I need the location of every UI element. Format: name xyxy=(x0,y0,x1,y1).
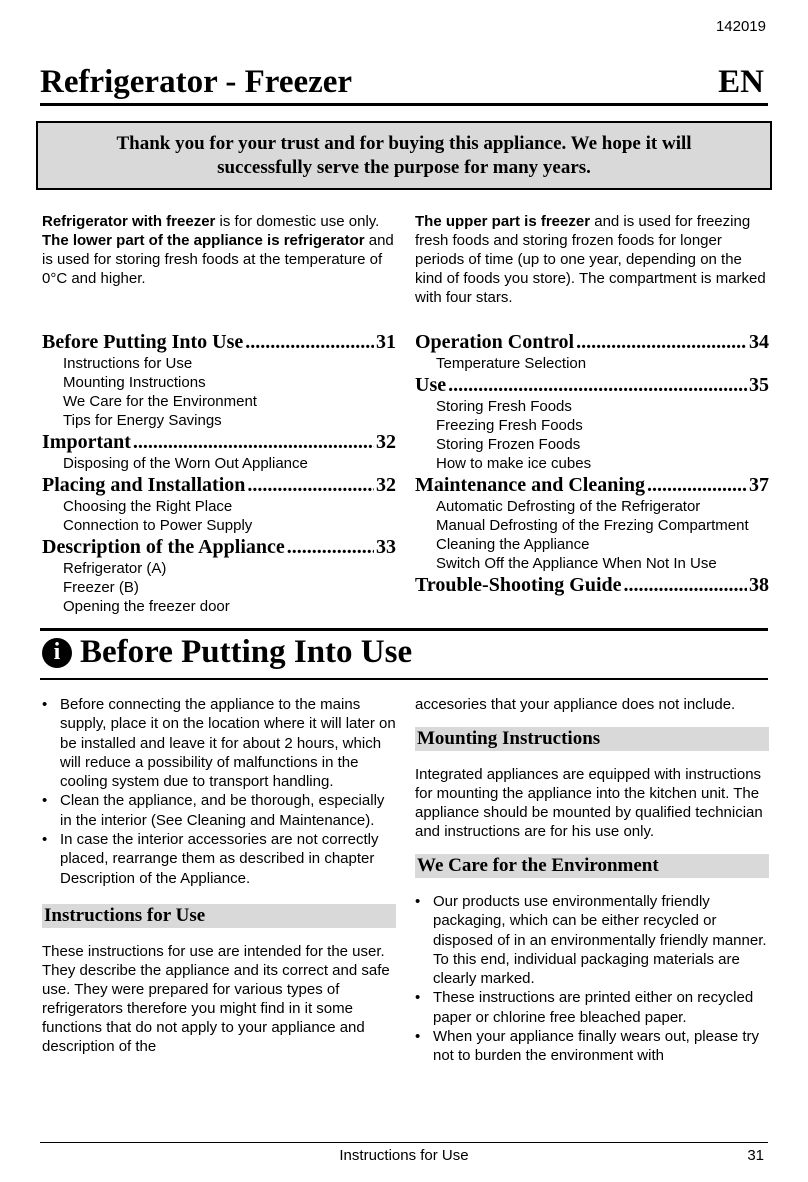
toc-subentry[interactable]: How to make ice cubes xyxy=(436,455,592,472)
bullet-item: • These instructions are printed either on recycled paper or chlorine free bleached paper. xyxy=(415,988,769,1027)
toc-subentry[interactable]: Freezing Fresh Foods xyxy=(436,417,583,434)
toc-leader-dots xyxy=(133,430,374,454)
title-bar xyxy=(40,64,768,106)
toc-entry-title: Important xyxy=(42,431,131,453)
bullet-item: • Our products use environmentally friendly packaging, which can be either recycled or disposed of in an environmentally friendly manner. To this end, individual packaging materials are clearly marked. xyxy=(415,892,769,988)
toc-subentry[interactable]: Cleaning the Appliance xyxy=(436,536,590,553)
bullet-item: • Clean the appliance, and be thorough, especially in the interior (See Cleaning and Maintenance). xyxy=(42,791,396,830)
toc-subentry[interactable]: Manual Defrosting of the Frezing Compartment xyxy=(436,517,749,534)
toc-entry-title: Before Putting Into Use xyxy=(42,331,244,353)
toc-subentry[interactable]: Opening the freezer door xyxy=(63,598,230,615)
toc-entry[interactable] xyxy=(415,373,769,397)
toc-entry[interactable] xyxy=(415,473,769,497)
footer-title: Instructions for Use xyxy=(339,1147,469,1164)
page-number: 31 xyxy=(747,1147,764,1164)
toc-entry-page: 32 xyxy=(376,431,396,453)
setup-bullet-list xyxy=(42,695,396,888)
toc-subentry[interactable]: Choosing the Right Place xyxy=(63,498,233,515)
toc-subentry[interactable]: Mounting Instructions xyxy=(63,374,206,391)
bullet-item: • In case the interior accessories are not correctly placed, rearrange them as described in chapter Description of the Appliance. xyxy=(42,830,396,888)
toc-entry-page: 31 xyxy=(376,331,396,353)
toc-entry[interactable] xyxy=(42,473,396,497)
continuation-text: accesories that your appliance does not include. xyxy=(415,696,736,713)
toc-leader-dots xyxy=(448,373,747,397)
thank-you-box xyxy=(36,121,772,190)
environment-bullet-list xyxy=(415,892,769,1066)
section-divider xyxy=(40,678,768,680)
toc-entry-title: Operation Control xyxy=(415,331,575,353)
toc-entry-title: Maintenance and Cleaning xyxy=(415,474,646,496)
body-left-column xyxy=(42,695,396,1056)
toc-leader-dots xyxy=(624,573,747,597)
toc-entry-title: Placing and Installation xyxy=(42,474,246,496)
mounting-header: Mounting Instructions xyxy=(415,727,769,751)
body-right-column xyxy=(415,695,769,1066)
intro-text: and is used for storing fresh foods at the temperature of 0°C and higher. xyxy=(42,232,394,287)
page-title: Refrigerator - Freezer xyxy=(40,64,353,100)
toc-subentry[interactable]: Tips for Energy Savings xyxy=(63,412,222,429)
language-code: EN xyxy=(718,64,764,100)
bullet-item: • When your appliance finally wears out, please try not to burden the environment with xyxy=(415,1027,769,1066)
toc-leader-dots xyxy=(287,535,374,559)
section-divider xyxy=(40,628,768,631)
toc-entry-page: 35 xyxy=(749,374,769,396)
footer-divider xyxy=(40,1142,768,1143)
toc-subentry[interactable]: Disposing of the Worn Out Appliance xyxy=(63,455,308,472)
toc-subentry[interactable]: Refrigerator (A) xyxy=(63,560,167,577)
intro-bold: The lower part of the appliance is refrigerator xyxy=(42,232,365,249)
toc-subentry[interactable]: Automatic Defrosting of the Refrigerator xyxy=(436,498,701,515)
intro-right xyxy=(415,212,769,307)
toc-subentry[interactable]: Freezer (B) xyxy=(63,579,139,596)
toc-entry-page: 32 xyxy=(376,474,396,496)
toc-entry-title: Description of the Appliance xyxy=(42,536,285,558)
toc-leader-dots xyxy=(247,473,374,497)
toc-leader-dots xyxy=(647,473,747,497)
toc-subentry[interactable]: We Care for the Environment xyxy=(63,393,257,410)
toc-leader-dots xyxy=(245,330,374,354)
intro-text: is for domestic use only. xyxy=(215,213,380,230)
toc-entry-page: 38 xyxy=(749,574,769,596)
toc-entry[interactable] xyxy=(415,573,769,597)
toc-subentry[interactable]: Storing Fresh Foods xyxy=(436,398,572,415)
section-heading xyxy=(42,634,412,671)
toc-subentry[interactable]: Temperature Selection xyxy=(436,355,587,372)
intro-text: and is used for freezing fresh foods and storing frozen foods for longer periods of time (up to one year, depending on the kind of foods you store). The compartment is marked with four stars. xyxy=(415,213,766,306)
document-code: 142019 xyxy=(715,18,766,35)
mounting-text: Integrated appliances are equipped with instructions for mounting the appliance into the kitchen unit. The appliance should be mounted by qualified technician and instructions are for his use only. xyxy=(415,766,763,840)
info-icon: i xyxy=(42,638,72,668)
intro-left xyxy=(42,212,396,288)
intro-bold: Refrigerator with freezer xyxy=(42,213,216,230)
toc-entry-page: 33 xyxy=(376,536,396,558)
toc-subentry[interactable]: Instructions for Use xyxy=(63,355,193,372)
toc-right xyxy=(415,330,769,597)
intro-paragraph xyxy=(42,231,396,288)
toc-subentry[interactable]: Connection to Power Supply xyxy=(63,517,253,534)
toc-left xyxy=(42,330,396,616)
bullet-item: • Before connecting the appliance to the mains supply, place it on the location where it will later on be installed and leave it for about 2 hours, which will reduce a possibility of malfunctions in the cooling system due to transport handling. xyxy=(42,695,396,791)
toc-leader-dots xyxy=(576,330,747,354)
toc-entry[interactable] xyxy=(415,330,769,354)
toc-subentry[interactable]: Switch Off the Appliance When Not In Use xyxy=(436,555,717,572)
intro-paragraph xyxy=(42,212,396,231)
toc-entry-title: Use xyxy=(415,374,447,396)
toc-entry-title: Trouble-Shooting Guide xyxy=(415,574,622,596)
section-title: Before Putting Into Use xyxy=(80,634,413,670)
toc-entry[interactable] xyxy=(42,535,396,559)
environment-header: We Care for the Environment xyxy=(415,854,769,878)
toc-entry[interactable] xyxy=(42,430,396,454)
instructions-header: Instructions for Use xyxy=(42,904,396,928)
intro-paragraph xyxy=(415,212,769,307)
toc-entry-page: 37 xyxy=(749,474,769,496)
toc-entry[interactable] xyxy=(42,330,396,354)
intro-bold: The upper part is freezer xyxy=(415,213,591,230)
thank-you-text: Thank you for your trust and for buying this appliance. We hope it will successfully serve the purpose for many years. xyxy=(116,132,692,178)
toc-entry-page: 34 xyxy=(749,331,769,353)
instructions-text: These instructions for use are intended for the user. They describe the appliance and its correct and safe use. They were prepared for various types of refrigerators therefore you might find in it some functions that do not apply to your appliance and description of the xyxy=(42,942,390,1055)
toc-subentry[interactable]: Storing Frozen Foods xyxy=(436,436,581,453)
